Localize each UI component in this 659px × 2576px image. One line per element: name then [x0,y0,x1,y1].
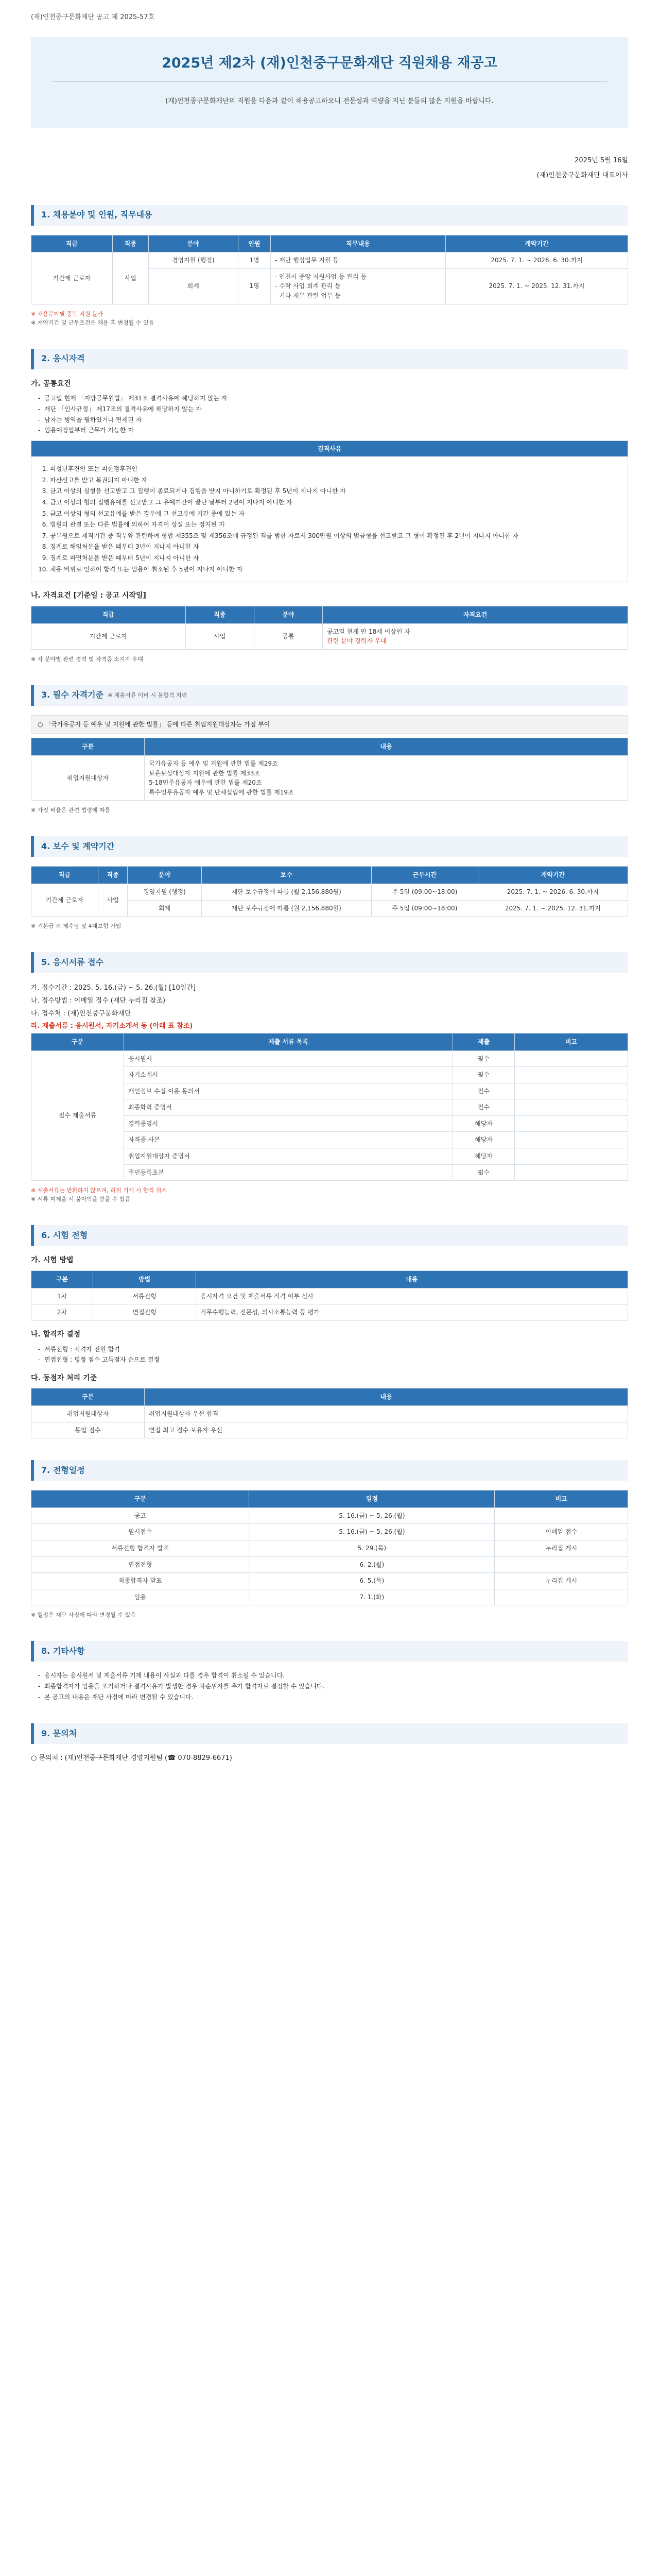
misc-list: - 응시자는 응시원서 및 제출서류 기재 내용이 사실과 다를 경우 합격이 취소될 수 있습니다. - 최종합격자가 임용을 포기하거나 결격사유가 발생한 경우 차순위자를 추가 합격자로 결정할 수 있습니다. - 본 공고의 내용은 재단 사정에 따라 변경될 수 있습니다. [31,1671,628,1702]
table-row: 기간제 근로자 사업 공통 공고일 현재 만 18세 이상인 자 관련 분야 경력자 우대 [31,623,628,649]
common-requirements-title: 가. 공통요건 [31,379,71,388]
th-type: 직종 [112,235,148,252]
section-7-note: ※ 일정은 재단 사정에 따라 변경될 수 있음 [31,1612,136,1619]
table-row: 1차 서류전형 응시자격 요건 및 제출서류 적격 여부 심사 [31,1288,628,1304]
section-3-foot: ※ 가점 비율은 관련 법령에 따름 [31,807,111,814]
section-1-notes: ※ 채용분야별 중복 지원 불가 ※ 계약기간 및 근무조건은 채용 후 변경될 수 있음 [31,310,154,326]
section-4-title: 4. 보수 및 계약기간 [31,836,628,857]
table-row: 동일 점수 면접 최고 점수 보유자 우선 [31,1422,628,1438]
documents-table: 구분 제출 서류 목록 제출 비고 필수 제출서류 응시원서 필수 자기소개서 필수 개인정보 수집·이용 동의서 필수 최종학력 증명서 필수 경력증명서 해당자 자격증 사본 해당자 취업지원대상자 증명서 해당자 주민등록초본 필수 [31,1033,628,1181]
section-7-title: 7. 전형일정 [31,1460,628,1481]
common-requirements-list: - 공고일 현재 「지방공무원법」 제31조 결격사유에 해당하지 않는 자 - 재단 「인사규정」 제17조의 결격사유에 해당하지 않는 자 - 남자는 병역을 필하였거나 면제된 자 - 임용예정일부터 근무가 가능한 자 [31,394,628,435]
tie-table: 구분 내용 취업지원대상자 취업지원대상자 우선 합격 동일 점수 면접 최고 점수 보유자 우선 [31,1388,628,1438]
application-info: 가. 접수기간 : 2025. 5. 16.(금) ~ 5. 26.(월) [10일간] 나. 접수방법 : 이메일 접수 (재단 누리집 참조) 다. 접수처 : (재)인천중구문화재단 라. 제출서류 : 응시원서, 자기소개서 등 (아래 표 참조) [31,984,196,1030]
th-period: 계약기간 [445,235,628,252]
decision-title: 나. 합격자 결정 [31,1330,81,1338]
issuer: (재)인천중구문화재단 대표이사 [536,171,628,179]
requirements-note: ※ 각 분야별 관련 경력 및 자격증 소지자 우대 [31,655,143,663]
table-row: 자기소개서 필수 [31,1067,628,1083]
notice-number: (재)인천중구문화재단 공고 제 2025-57호 [31,13,155,21]
section-2-title: 2. 응시자격 [31,349,628,369]
table-row: 서류전형 합격자 발표 5. 29.(목) 누리집 게시 [31,1540,628,1556]
section-4-note: ※ 기본급 외 제수당 및 4대보험 가입 [31,923,122,930]
section-3-title: 3. 필수 자격기준 ※ 제출서류 미비 시 불합격 처리 [31,685,628,706]
notice-date: 2025년 5월 16일 [575,157,628,165]
table-row: 임용 7. 1.(화) [31,1589,628,1605]
hero-banner [31,37,628,128]
section-8-title: 8. 기타사항 [31,1641,628,1662]
schedule-table: 구분 일정 비고 공고 5. 16.(금) ~ 5. 26.(월) 원서접수 5. 16.(금) ~ 5. 26.(월) 이메일 접수 서류전형 합격자 발표 5. 29.(목) 누리집 게시 면접전형 6. 2.(월) 최종합격자 발표 6. 5.(목) 누리집 게시 임용 7. 1.(화) [31,1490,628,1605]
section-9-title: 9. 문의처 [31,1723,628,1744]
intro-text: (재)인천중구문화재단의 직원을 다음과 같이 채용공고하오니 전문성과 역량을 지닌 분들의 많은 지원을 바랍니다. [165,97,494,105]
th-grade: 직급 [31,235,113,252]
section-1-title: 1. 채용분야 및 인원, 직무내용 [31,205,628,226]
section-3-lead: ○ 「국가유공자 등 예우 및 지원에 관한 법률」 등에 따른 취업지원대상자는 가점 부여 [31,715,628,734]
signature-block [31,154,628,183]
table-row: 기간제 근로자 사업 경영지원 (행정) 1명 - 재단 행정업무 지원 등 2025. 7. 1. ~ 2026. 6. 30.까지 [31,252,628,269]
table-row: 면접전형 6. 2.(월) [31,1556,628,1573]
exam-table: 구분 방법 내용 1차 서류전형 응시자격 요건 및 제출서류 적격 여부 심사 2차 면접전형 직무수행능력, 전문성, 의사소통능력 등 평가 [31,1270,628,1321]
page-title: 2025년 제2차 (재)인천중구문화재단 직원채용 재공고 [51,53,608,82]
th-count: 인원 [238,235,270,252]
th-field: 분야 [148,235,238,252]
requirements-table: 직급 직종 분야 자격요건 기간제 근로자 사업 공통 공고일 현재 만 18세 이상인 자 관련 분야 경력자 우대 [31,606,628,650]
table-row: 기간제 근로자 사업 경영지원 (행정) 재단 보수규정에 따름 (월 2,156,880원) 주 5일 (09:00~18:00) 2025. 7. 1. ~ 2026. 6. 30.까지 [31,884,628,900]
recruitment-table [31,235,628,304]
requirements-title: 나. 자격요건 [기준일 : 공고 시작일] [31,591,146,600]
section-6-title: 6. 시험 전형 [31,1225,628,1246]
table-row: 필수 제출서류 응시원서 필수 [31,1050,628,1067]
tie-title: 다. 동점자 처리 기준 [31,1374,97,1382]
exam-method-title: 가. 시험 방법 [31,1256,74,1265]
salary-table: 직급 직종 분야 보수 근무시간 계약기간 기간제 근로자 사업 경영지원 (행정) 재단 보수규정에 따름 (월 2,156,880원) 주 5일 (09:00~18:00) 2025. 7. 1. ~ 2026. 6. 30.까지 회계 재단 보수규정에 따름 (월 2,156,880원) 주 5일 (09:00~18:00) 2025. 7. 1. ~ 2025. 12. 31.까지 [31,866,628,917]
decision-list: - 서류전형 : 적격자 전원 합격 - 면접전형 : 평정 점수 고득점자 순으로 결정 [31,1345,628,1365]
section-5-title: 5. 응시서류 접수 [31,952,628,973]
disqualification-box: 결격사유 1. 피성년후견인 또는 피한정후견인 2. 파산선고를 받고 복권되지 아니한 자 3. 금고 이상의 실형을 선고받고 그 집행이 종료되거나 집행을 받지 아니하기로 확정된 후 5년이 지나지 아니한 자 4. 금고 이상의 형의 집행유예를 선고받고 그 유예기간이 끝난 날부터 2년이 지나지 아니한 자 5. 금고 이상의 형의 선고유예를 받은 경우에 그 선고유예 기간 중에 있는 자 6. 법원의 판결 또는 다른 법률에 의하여 자격이 상실 또는 정지된 자 7. 공무원으로 재직기간 중 직무와 관련하여 형법 제355조 및 제356조에 규정된 죄를 범한 자로서 300만원 이상의 벌금형을 선고받고 그 형이 확정된 후 2년이 지나지 아니한 자 8. 징계로 해임처분을 받은 때부터 3년이 지나지 아니한 자 9. 징계로 파면처분을 받은 때부터 5년이 지나지 아니한 자 10. 채용 비위로 인하여 합격 또는 임용이 취소된 후 5년이 지나지 아니한 자 [31,440,628,583]
table-row: 최종학력 증명서 필수 [31,1099,628,1116]
table-row: 자격증 사본 해당자 [31,1132,628,1148]
section-5-notes: ※ 제출서류는 반환하지 않으며, 허위 기재 시 합격 취소 ※ 서류 미제출 시 불이익을 받을 수 있음 [31,1187,167,1203]
table-row: 경력증명서 해당자 [31,1115,628,1132]
table-row: 회계 재단 보수규정에 따름 (월 2,156,880원) 주 5일 (09:00~18:00) 2025. 7. 1. ~ 2025. 12. 31.까지 [31,900,628,917]
table-row: 회계 1명 - 인천시 중앙 지원사업 등 관리 등 - 수탁 사업 회계 관리 등 - 기타 재무 관련 업무 등 2025. 7. 1. ~ 2025. 12. 31.까지 [31,268,628,304]
table-row: 공고 5. 16.(금) ~ 5. 26.(월) [31,1507,628,1524]
table-row: 원서접수 5. 16.(금) ~ 5. 26.(월) 이메일 접수 [31,1524,628,1540]
qualification-table: 구분 내용 취업지원대상자 국가유공자 등 예우 및 지원에 관한 법률 제29조 보훈보상대상자 지원에 관한 법률 제33조 5·18민주유공자 예우에 관한 법률 제20조 특수임무유공자 예우 및 단체설립에 관한 법률 제19조 [31,738,628,801]
th-duty: 직무내용 [270,235,445,252]
contact-info: ○ 문의처 : (재)인천중구문화재단 경영지원팀 (☎ 070-8829-6671) [31,1754,232,1762]
table-row: 2차 면접전형 직무수행능력, 전문성, 의사소통능력 등 평가 [31,1304,628,1321]
table-row: 취업지원대상자 증명서 해당자 [31,1148,628,1165]
table-row: 개인정보 수집·이용 동의서 필수 [31,1083,628,1099]
table-row: 취업지원대상자 국가유공자 등 예우 및 지원에 관한 법률 제29조 보훈보상대상자 지원에 관한 법률 제33조 5·18민주유공자 예우에 관한 법률 제20조 특수임무유공자 예우 및 단체설립에 관한 법률 제19조 [31,755,628,800]
table-row: 취업지원대상자 취업지원대상자 우선 합격 [31,1405,628,1422]
table-row: 주민등록초본 필수 [31,1164,628,1181]
table-row: 최종합격자 발표 6. 5.(목) 누리집 게시 [31,1573,628,1589]
